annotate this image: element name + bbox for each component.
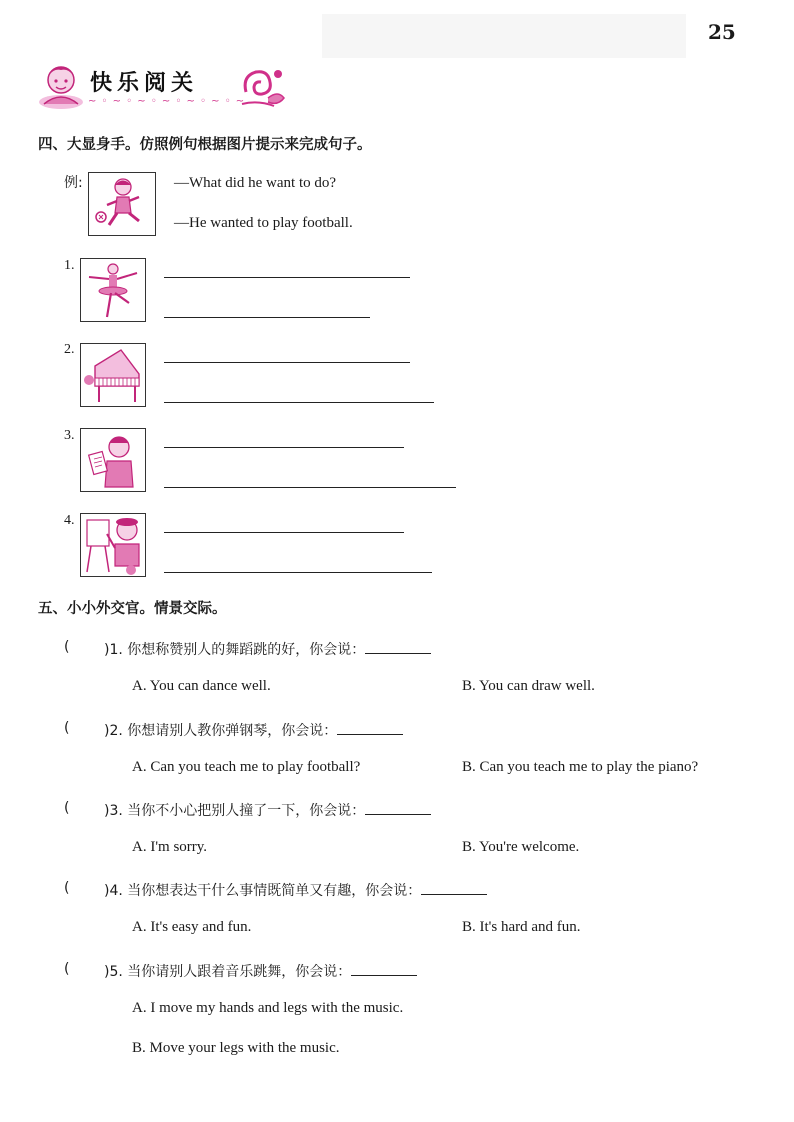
item-3-answer-line-1[interactable] — [164, 447, 404, 448]
q4-prompt: )4. 当你想表达干什么事情既简单又有趣，你会说： — [104, 880, 487, 900]
item-1-picture — [80, 258, 146, 322]
q1-blank[interactable] — [365, 639, 431, 654]
ballet-dancer-icon — [81, 259, 145, 321]
q2-blank[interactable] — [337, 720, 403, 735]
q2-prompt: )2. 你想请别人教你弹钢琴，你会说： — [104, 720, 403, 740]
q5-blank[interactable] — [351, 961, 417, 976]
q1-prompt: )1. 你想称赞别人的舞蹈跳的好，你会说： — [104, 639, 431, 659]
item-1-number: 1. — [64, 258, 75, 273]
q4-blank[interactable] — [421, 880, 487, 895]
q3-answer-bracket[interactable]: ( — [64, 800, 70, 816]
q3-option-a[interactable]: A. I'm sorry. — [132, 839, 208, 855]
item-3-number: 3. — [64, 428, 75, 443]
banner-title: 快乐阅关 — [90, 71, 199, 96]
section-5-heading: 五、小小外交官。情景交际。 — [38, 601, 227, 617]
page-number: 25 — [708, 20, 736, 44]
boy-singing-icon — [81, 429, 145, 491]
q2-answer-bracket[interactable]: ( — [64, 720, 70, 736]
header-bar — [322, 14, 686, 58]
q5-option-a[interactable]: A. I move my hands and legs with the music. — [132, 1000, 404, 1016]
q4-option-a[interactable]: A. It's easy and fun. — [132, 919, 252, 935]
q4-answer-bracket[interactable]: ( — [64, 880, 70, 896]
item-2-number: 2. — [64, 342, 75, 357]
item-4-answer-line-2[interactable] — [164, 572, 432, 573]
q2-option-b[interactable]: B. Can you teach me to play the piano? — [462, 759, 699, 775]
example-label: 例: — [64, 175, 83, 191]
q2-option-a[interactable]: A. Can you teach me to play football? — [132, 759, 361, 775]
item-2-picture — [80, 343, 146, 407]
item-3-picture — [80, 428, 146, 492]
football-player-icon — [89, 173, 155, 235]
q5-option-b[interactable]: B. Move your legs with the music. — [132, 1040, 340, 1056]
section-4-heading: 四、大显身手。仿照例句根据图片提示来完成句子。 — [38, 137, 372, 153]
boy-painting-icon — [81, 514, 145, 576]
q1-option-a[interactable]: A. You can dance well. — [132, 678, 271, 694]
banner-wave-decoration: ~ ◦ ~ ◦ ~ ◦ ~ ◦ ~ ◦ ~ ◦ ~ — [88, 96, 246, 107]
item-3-answer-line-2[interactable] — [164, 487, 456, 488]
item-4-answer-line-1[interactable] — [164, 532, 404, 533]
item-2-answer-line-2[interactable] — [164, 402, 434, 403]
q3-blank[interactable] — [365, 800, 431, 815]
example-question: —What did he want to do? — [174, 175, 337, 191]
banner — [38, 58, 288, 114]
q4-option-b[interactable]: B. It's hard and fun. — [462, 919, 581, 935]
example-answer: —He wanted to play football. — [174, 215, 353, 231]
piano-icon — [81, 344, 145, 406]
q1-answer-bracket[interactable]: ( — [64, 639, 70, 655]
item-4-picture — [80, 513, 146, 577]
item-2-answer-line-1[interactable] — [164, 362, 410, 363]
item-1-answer-line-1[interactable] — [164, 277, 410, 278]
cartoon-girl-icon — [38, 60, 84, 110]
q1-option-b[interactable]: B. You can draw well. — [462, 678, 595, 694]
q5-answer-bracket[interactable]: ( — [64, 961, 70, 977]
example-picture — [88, 172, 156, 236]
flower-swirl-icon — [238, 62, 288, 110]
item-4-number: 4. — [64, 513, 75, 528]
q3-option-b[interactable]: B. You're welcome. — [462, 839, 580, 855]
q5-prompt: )5. 当你请别人跟着音乐跳舞，你会说： — [104, 961, 417, 981]
item-1-answer-line-2[interactable] — [164, 317, 370, 318]
q3-prompt: )3. 当你不小心把别人撞了一下，你会说： — [104, 800, 431, 820]
